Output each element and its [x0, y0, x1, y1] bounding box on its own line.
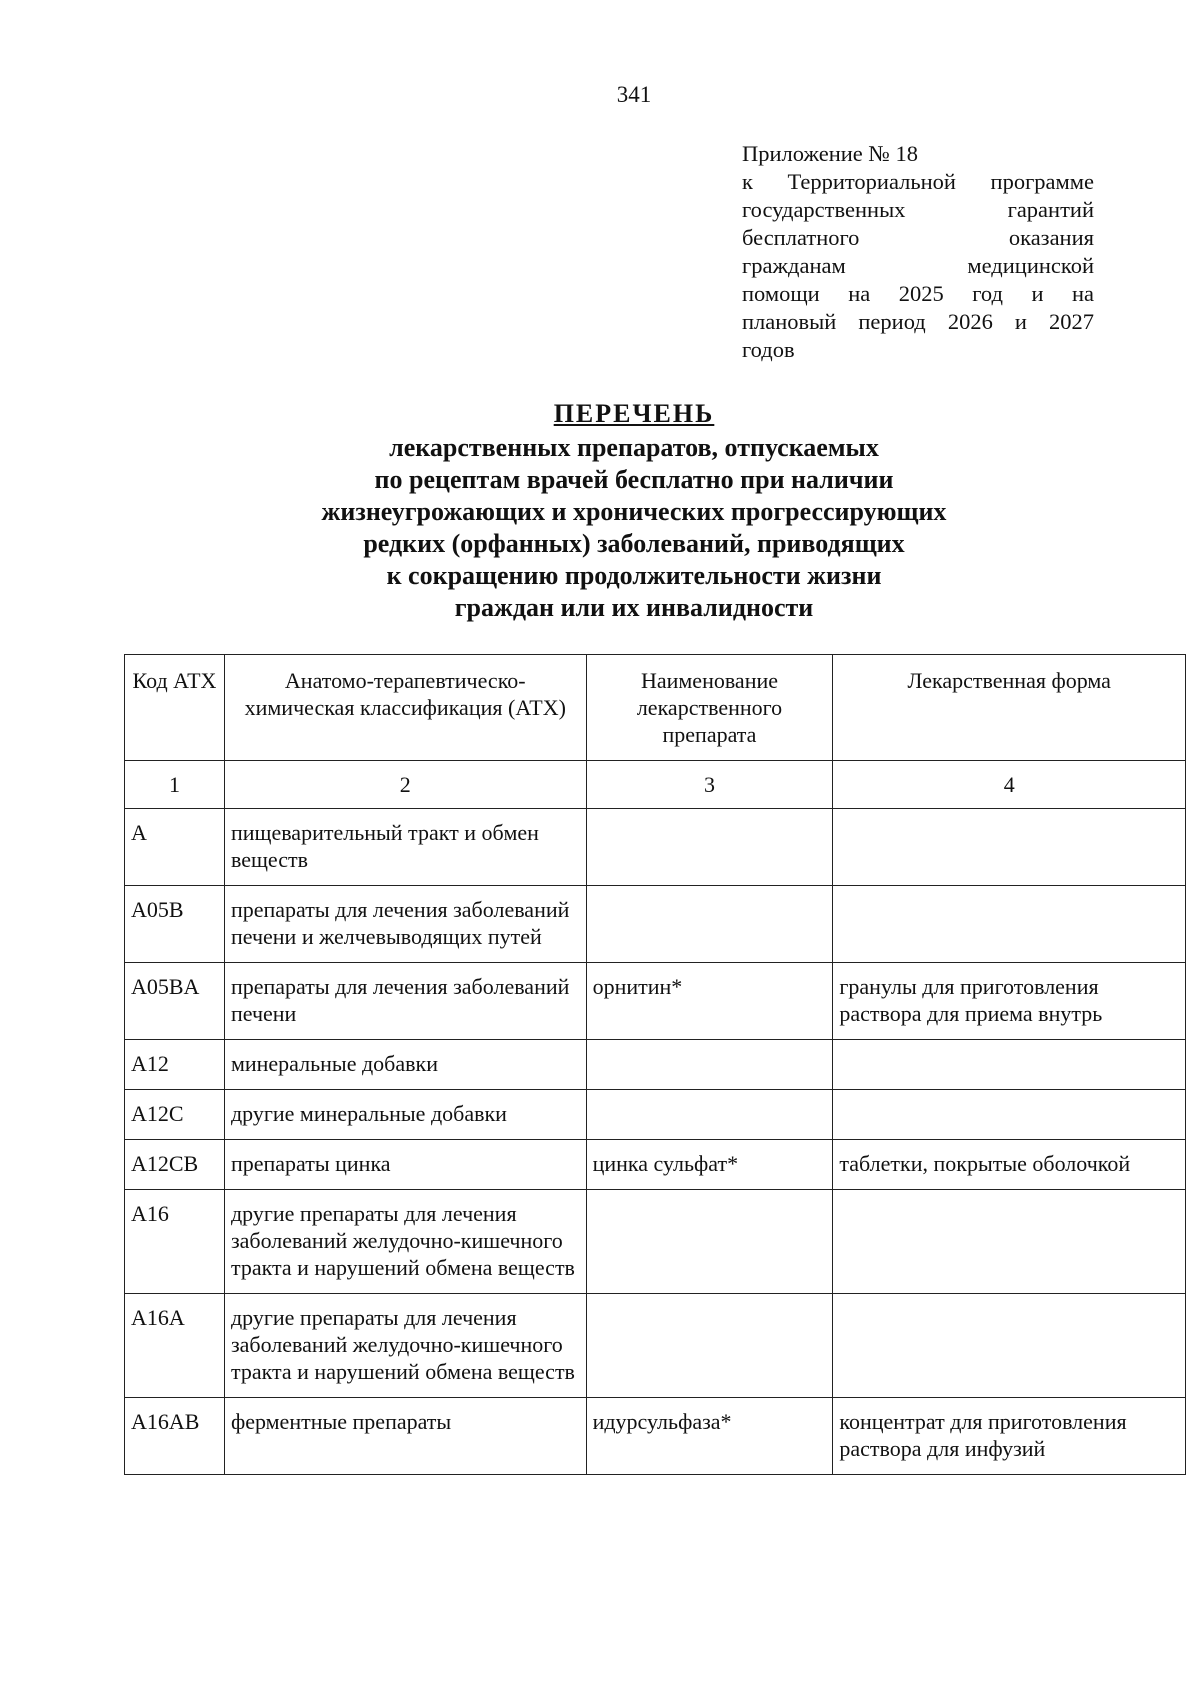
table-row	[125, 1190, 1186, 1294]
drug-name-cell	[586, 886, 833, 963]
table-header-row	[125, 655, 1186, 761]
title-line: жизнеугрожающих и хронических прогрессирующих	[321, 497, 947, 526]
atc-code-cell: A16	[125, 1190, 225, 1294]
column-number: 4	[833, 761, 1186, 809]
atc-classification-cell: другие минеральные добавки	[224, 1090, 586, 1140]
column-number: 3	[586, 761, 833, 809]
title-line: лекарственных препаратов, отпускаемых	[389, 433, 879, 462]
title-line: редких (орфанных) заболеваний, приводящих	[363, 529, 905, 558]
table-row	[125, 809, 1186, 886]
drug-name-cell	[586, 1294, 833, 1398]
drug-name-cell: цинка сульфат*	[586, 1140, 833, 1190]
dosage-form-cell: таблетки, покрытые оболочкой	[833, 1140, 1186, 1190]
atc-classification-cell: другие препараты для лечения заболеваний желудочно-кишечного тракта и нарушений обмена веществ	[224, 1294, 586, 1398]
table-row	[125, 1398, 1186, 1475]
table-row	[125, 1294, 1186, 1398]
annex-block	[742, 140, 1094, 364]
dosage-form-cell	[833, 809, 1186, 886]
drug-name-cell: идурсульфаза*	[586, 1398, 833, 1475]
atc-classification-cell: препараты цинка	[224, 1140, 586, 1190]
table-row	[125, 963, 1186, 1040]
annex-line: к Территориальной программе	[742, 169, 1094, 194]
drug-name-cell: орнитин*	[586, 963, 833, 1040]
column-number-row	[125, 761, 1186, 809]
drug-name-cell	[586, 1190, 833, 1294]
atc-code-cell: A16A	[125, 1294, 225, 1398]
dosage-form-cell	[833, 886, 1186, 963]
annex-line: гражданам медицинской	[742, 253, 1094, 278]
document-title	[0, 398, 1200, 624]
header-atc-code: Код АТХ	[125, 655, 225, 761]
annex-line: годов	[742, 337, 795, 362]
dosage-form-cell	[833, 1294, 1186, 1398]
atc-code-cell: A05BA	[125, 963, 225, 1040]
atc-code-cell: A05B	[125, 886, 225, 963]
table-row	[125, 1040, 1186, 1090]
atc-classification-cell: пищеварительный тракт и обмен веществ	[224, 809, 586, 886]
atc-code-cell: A12C	[125, 1090, 225, 1140]
title-line: по рецептам врачей бесплатно при наличии	[374, 465, 894, 494]
title-line: к сокращению продолжительности жизни	[386, 561, 882, 590]
drug-list-table	[124, 654, 1186, 1475]
atc-code-cell: A12CB	[125, 1140, 225, 1190]
dosage-form-cell	[833, 1190, 1186, 1294]
atc-classification-cell: минеральные добавки	[224, 1040, 586, 1090]
atc-code-cell: A12	[125, 1040, 225, 1090]
annex-line: государственных гарантий	[742, 197, 1094, 222]
atc-classification-cell: другие препараты для лечения заболеваний желудочно-кишечного тракта и нарушений обмена веществ	[224, 1190, 586, 1294]
table-row	[125, 1090, 1186, 1140]
annex-line: помощи на 2025 год и на	[742, 281, 1094, 306]
column-number: 2	[224, 761, 586, 809]
annex-line: плановый период 2026 и 2027	[742, 309, 1094, 334]
atc-code-cell: A	[125, 809, 225, 886]
title-main: ПЕРЕЧЕНЬ	[553, 399, 715, 428]
atc-code-cell: A16AB	[125, 1398, 225, 1475]
atc-classification-cell: препараты для лечения заболеваний печени и желчевыводящих путей	[224, 886, 586, 963]
dosage-form-cell	[833, 1040, 1186, 1090]
drug-name-cell	[586, 1040, 833, 1090]
drug-name-cell	[586, 1090, 833, 1140]
column-number: 1	[125, 761, 225, 809]
dosage-form-cell	[833, 1090, 1186, 1140]
header-drug-name: Наименование лекарственного препарата	[586, 655, 833, 761]
annex-line: Приложение № 18	[742, 141, 918, 166]
atc-classification-cell: ферментные препараты	[224, 1398, 586, 1475]
atc-classification-cell: препараты для лечения заболеваний печени	[224, 963, 586, 1040]
header-atc-classification: Анатомо-терапевтическо-химическая классификация (АТХ)	[224, 655, 586, 761]
page-number: 341	[616, 82, 652, 107]
annex-line: бесплатного оказания	[742, 225, 1094, 250]
table-row	[125, 1140, 1186, 1190]
dosage-form-cell: концентрат для приготовления раствора для инфузий	[833, 1398, 1186, 1475]
header-dosage-form: Лекарственная форма	[833, 655, 1186, 761]
title-line: граждан или их инвалидности	[454, 593, 814, 622]
dosage-form-cell: гранулы для приготовления раствора для приема внутрь	[833, 963, 1186, 1040]
table-row	[125, 886, 1186, 963]
drug-name-cell	[586, 809, 833, 886]
